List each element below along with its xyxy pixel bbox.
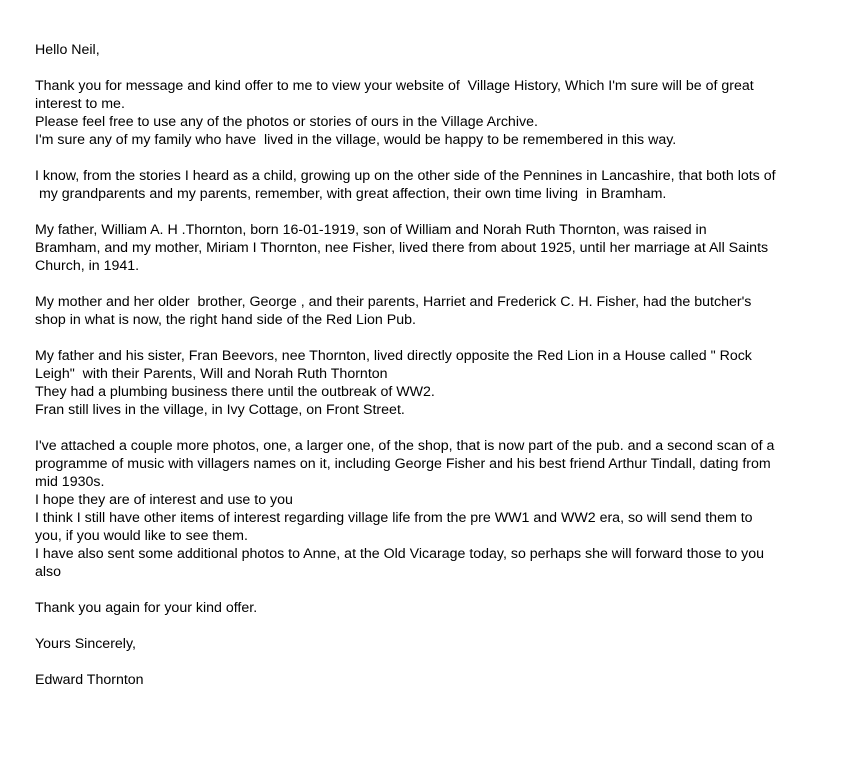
- paragraph-line: interest to me.: [35, 96, 125, 112]
- paragraph-container: [35, 77, 835, 617]
- paragraph-line: Thank you for message and kind offer to me to view your website of Village History, Which I'm sure will be of great: [35, 78, 754, 94]
- paragraph-line: My mother and her older brother, George , and their parents, Harriet and Frederick C. H. Fisher, had the butcher's: [35, 294, 752, 310]
- paragraph: [35, 437, 835, 581]
- paragraph-line: Church, in 1941.: [35, 258, 140, 274]
- paragraph-line: mid 1930s.: [35, 474, 105, 490]
- paragraph-line: shop in what is now, the right hand side of the Red Lion Pub.: [35, 312, 416, 328]
- paragraph-line: My father and his sister, Fran Beevors, nee Thornton, lived directly opposite the Red Lion in a House called " Rock: [35, 348, 752, 364]
- closing-text: Yours Sincerely,: [35, 636, 136, 652]
- paragraph-line: Please feel free to use any of the photos or stories of ours in the Village Archive.: [35, 114, 538, 130]
- paragraph-line: I have also sent some additional photos to Anne, at the Old Vicarage today, so perhaps she will forward those to you: [35, 546, 764, 562]
- paragraph-line: I've attached a couple more photos, one, a larger one, of the shop, that is now part of the pub. and a second scan of a: [35, 438, 775, 454]
- paragraph: [35, 167, 835, 203]
- paragraph-line: My father, William A. H .Thornton, born 16-01-1919, son of William and Norah Ruth Thornton, was raised in: [35, 222, 707, 238]
- signature-text: Edward Thornton: [35, 672, 144, 688]
- paragraph-line: my grandparents and my parents, remember, with great affection, their own time living in Bramham.: [35, 186, 667, 202]
- paragraph-line: I'm sure any of my family who have lived in the village, would be happy to be remembered in this way.: [35, 132, 677, 148]
- paragraph-line: Bramham, and my mother, Miriam I Thornton, nee Fisher, lived there from about 1925, until her marriage at All Saints: [35, 240, 769, 256]
- paragraph: [35, 347, 835, 419]
- greeting: [35, 41, 835, 59]
- paragraph-line: I hope they are of interest and use to you: [35, 492, 293, 508]
- paragraph-line: programme of music with villagers names on it, including George Fisher and his best friend Arthur Tindall, dating from: [35, 456, 771, 472]
- greeting-text: Hello Neil,: [35, 42, 100, 58]
- paragraph: [35, 599, 835, 617]
- paragraph-line: you, if you would like to see them.: [35, 528, 248, 544]
- paragraph-line: I know, from the stories I heard as a child, growing up on the other side of the Pennines in Lancashire, that both lots of: [35, 168, 776, 184]
- letter-body: [35, 41, 835, 707]
- paragraph-line: I think I still have other items of interest regarding village life from the pre WW1 and WW2 era, so will send them to: [35, 510, 753, 526]
- closing: [35, 635, 835, 653]
- paragraph-line: also: [35, 564, 62, 580]
- paragraph: [35, 293, 835, 329]
- paragraph-line: Thank you again for your kind offer.: [35, 600, 258, 616]
- paragraph: [35, 77, 835, 149]
- paragraph: [35, 221, 835, 275]
- paragraph-line: They had a plumbing business there until the outbreak of WW2.: [35, 384, 435, 400]
- paragraph-line: Fran still lives in the village, in Ivy Cottage, on Front Street.: [35, 402, 405, 418]
- signature: [35, 671, 835, 689]
- paragraph-line: Leigh" with their Parents, Will and Norah Ruth Thornton: [35, 366, 388, 382]
